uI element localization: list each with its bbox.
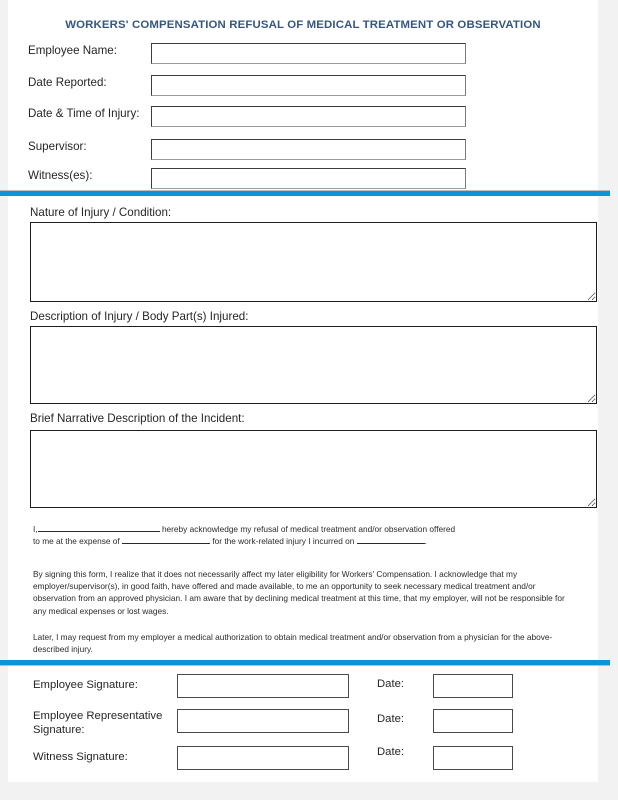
employee-name-input[interactable] <box>151 43 466 64</box>
field-row-supervisor <box>8 137 598 161</box>
label-witness-date: Date: <box>377 746 405 758</box>
divider-blue-line <box>0 191 610 196</box>
acknowledgement-paragraph-2: By signing this form, I realize that it does not necessarily affect my later eligibility for Workers' Compensation. I acknowledge that my employer/supervisor(s), in good faith, have offered and made available, to me an opportunity to seek necessary medical treatment and/or observation from an approved physician. I am aware that by declining medical treatment at this time, that my employer, will not be responsible for any medical expenses or lost wages. <box>33 569 565 616</box>
date-time-of-injury-input[interactable] <box>151 106 466 127</box>
employee-representative-signature-input[interactable] <box>177 709 349 733</box>
supervisor-input[interactable] <box>151 139 466 160</box>
witness-signature-input[interactable] <box>177 746 349 770</box>
field-row-date-reported <box>8 73 598 97</box>
brief-narrative-textarea[interactable] <box>30 430 597 508</box>
page-title: WORKERS' COMPENSATION REFUSAL OF MEDICAL TREATMENT OR OBSERVATION <box>65 19 541 31</box>
field-label-supervisor: Supervisor: <box>28 140 87 153</box>
employee-signature-input[interactable] <box>177 674 349 698</box>
ack-line2-prefix: to me at the expense of <box>33 536 120 547</box>
field-row-date-time-injury <box>8 104 598 128</box>
employee-date-input[interactable] <box>433 674 513 698</box>
date-reported-input[interactable] <box>151 75 466 96</box>
ack-blank-expense[interactable] <box>122 535 210 544</box>
acknowledgement-statement <box>33 523 593 547</box>
witnesses-input[interactable] <box>151 168 466 189</box>
label-employee-date: Date: <box>377 678 405 690</box>
ack-blank-date[interactable] <box>357 535 428 547</box>
description-of-injury-textarea[interactable] <box>30 326 597 404</box>
acknowledgement-paragraph-3: Later, I may request from my employer a medical authorization to obtain medical treatment and/or observation from a physician for the above-described injury. <box>33 632 553 655</box>
label-employee-representative-date: Date: <box>377 713 405 725</box>
section-divider-top <box>0 190 610 196</box>
field-label-witnesses: Witness(es): <box>28 169 93 182</box>
field-label-date-reported: Date Reported: <box>28 76 107 89</box>
nature-of-injury-textarea[interactable] <box>30 222 597 302</box>
ack-line2-middle: for the work-related injury I incurred on <box>212 536 355 547</box>
ack-line1-middle: hereby acknowledge my refusal of medical treatment and/or observation offered <box>161 524 456 534</box>
field-row-employee-name <box>8 41 598 65</box>
ack-line1-prefix: I, <box>33 524 38 534</box>
field-row-witnesses <box>8 166 598 190</box>
employee-representative-date-input[interactable] <box>433 709 513 733</box>
ack-blank-name[interactable] <box>38 523 160 532</box>
field-label-employee-name: Employee Name: <box>28 44 117 57</box>
label-nature-of-injury: Nature of Injury / Condition: <box>30 206 172 219</box>
label-brief-narrative: Brief Narrative Description of the Incident: <box>30 412 245 425</box>
ack-line2-suffix: . <box>424 536 428 547</box>
label-employee-signature: Employee Signature: <box>33 679 138 691</box>
label-employee-representative-signature: Employee Representative Signature: <box>33 710 163 736</box>
label-description-of-injury: Description of Injury / Body Part(s) Injured: <box>30 310 249 323</box>
label-witness-signature: Witness Signature: <box>33 751 128 763</box>
witness-date-input[interactable] <box>433 746 513 770</box>
divider-gray-line <box>0 665 610 666</box>
section-divider-bottom <box>0 660 610 666</box>
form-page <box>8 0 598 782</box>
field-label-date-time-injury: Date & Time of Injury: <box>28 107 140 120</box>
